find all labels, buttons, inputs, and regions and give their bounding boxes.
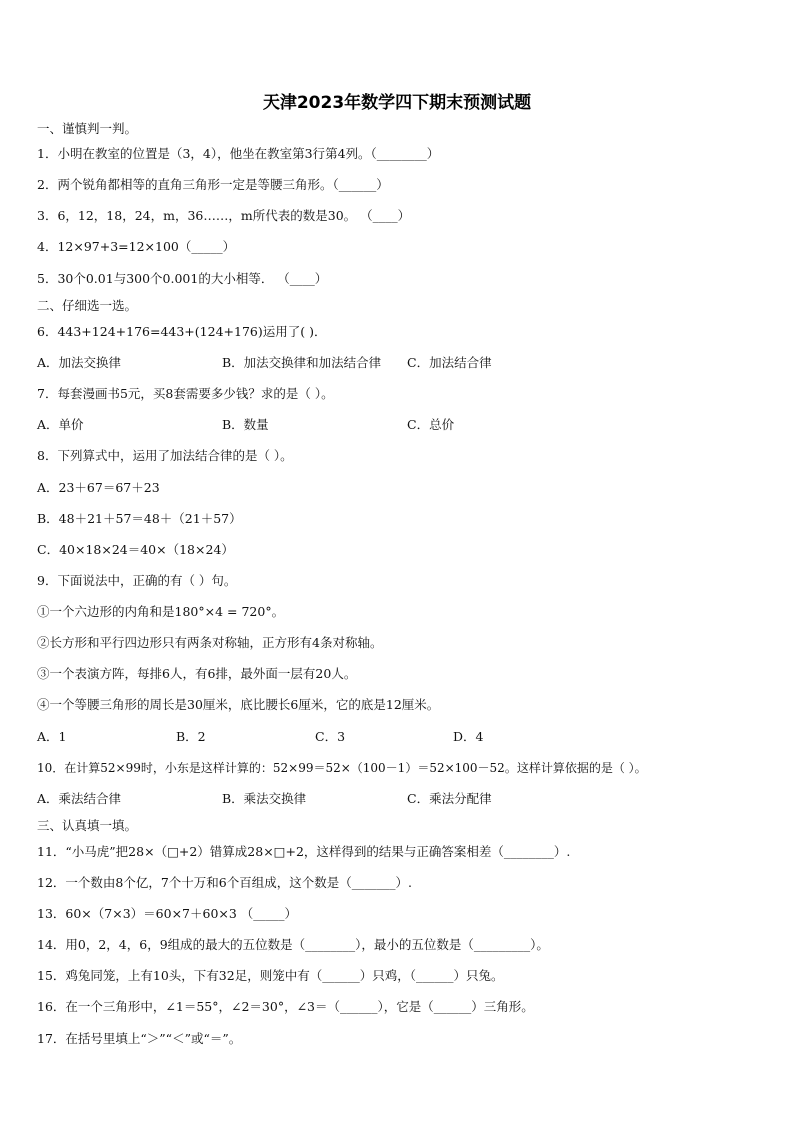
question-13: 13．60×（7×3）＝60×7＋60×3 （_____） [37,906,298,921]
q10-option-b: B．乘法交换律 [222,791,307,806]
q7-option-c: C．总价 [407,417,455,432]
question-3: 3．6，12，18，24，m，36……，m所代表的数是30。 （____） [37,208,411,223]
q8-option-a: A．23＋67＝67＋23 [37,480,160,495]
q7-option-a: A．单价 [37,417,84,432]
q9-statement-4: ④一个等腰三角形的周长是30厘米，底比腰长6厘米，它的底是12厘米。 [37,697,440,712]
q9-option-b: B．2 [176,729,206,744]
section-heading-3: 三、认真填一填。 [37,818,138,833]
q9-option-c: C．3 [315,729,346,744]
section-heading-1: 一、谨慎判一判。 [37,121,138,136]
question-7: 7．每套漫画书5元，买8套需要多少钱？求的是（ ）。 [37,386,334,401]
question-11: 11．“小马虎”把28×（□+2）错算成28×□+2，这样得到的结果与正确答案相差（________）. [37,844,571,859]
question-4: 4．12×97+3=12×100（_____） [37,239,236,254]
q10-option-c: C．乘法分配律 [407,791,492,806]
question-5: 5．30个0.01与300个0.001的大小相等． （____） [37,271,328,286]
q8-option-b: B．48＋21＋57＝48＋（21＋57） [37,511,242,526]
question-17: 17．在括号里填上“＞”“＜”或“＝”。 [37,1031,242,1046]
question-14: 14．用0，2，4，6，9组成的最大的五位数是（________），最小的五位数是（_________）。 [37,937,549,952]
question-10: 10．在计算52×99时，小东是这样计算的：52×99＝52×（100－1）＝52×100－52。这样计算依据的是（ ）。 [37,761,647,775]
question-8: 8．下列算式中，运用了加法结合律的是（ ）。 [37,448,293,463]
q9-statement-3: ③一个表演方阵，每排6人，有6排，最外面一层有20人。 [37,666,357,681]
page-title: 天津2023年数学四下期末预测试题 [262,93,532,113]
q6-option-b: B．加法交换律和加法结合律 [222,355,382,370]
q8-option-c: C．40×18×24＝40×（18×24） [37,542,234,557]
q9-option-d: D．4 [453,729,484,744]
section-heading-2: 二、仔细选一选。 [37,298,138,313]
q9-statement-2: ②长方形和平行四边形只有两条对称轴，正方形有4条对称轴。 [37,635,383,650]
q9-statement-1: ①一个六边形的内角和是180°×4 = 720°。 [37,604,285,619]
q9-option-a: A．1 [37,729,67,744]
question-15: 15．鸡兔同笼，上有10头，下有32足，则笼中有（______）只鸡，（______）只兔。 [37,968,504,983]
question-16: 16．在一个三角形中，∠1＝55°，∠2＝30°，∠3＝（______），它是（______）三角形。 [37,999,534,1014]
q6-option-c: C．加法结合律 [407,355,492,370]
q6-option-a: A．加法交换律 [37,355,122,370]
question-12: 12．一个数由8个亿，7个十万和6个百组成，这个数是（_______）. [37,875,412,890]
q10-option-a: A．乘法结合律 [37,791,122,806]
question-6: 6．443+124+176=443+(124+176)运用了( )． [37,324,327,339]
question-9: 9．下面说法中，正确的有（ ）句。 [37,573,237,588]
q7-option-b: B．数量 [222,417,269,432]
question-1: 1．小明在教室的位置是（3，4），他坐在教室第3行第4列。（________） [37,146,440,161]
question-2: 2．两个锐角都相等的直角三角形一定是等腰三角形。（______） [37,177,389,192]
